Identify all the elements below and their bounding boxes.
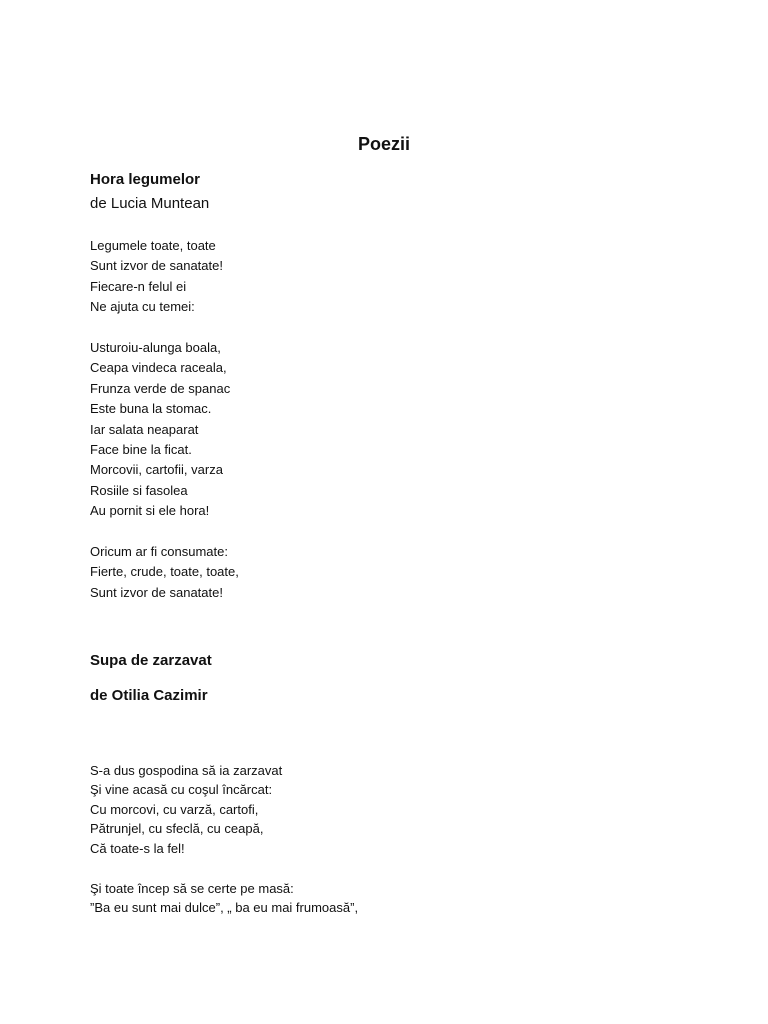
poem-line: Fiecare-n felul ei <box>90 278 187 294</box>
poem-line: Că toate-s la fel! <box>90 840 185 856</box>
poem-line: Sunt izvor de sanatate! <box>90 584 223 600</box>
poem-line: Face bine la ficat. <box>90 442 192 458</box>
poem-line: Cu morcovi, cu varză, cartofi, <box>90 801 259 817</box>
poem-line: Fierte, crude, toate, toate, <box>90 564 239 580</box>
poem-line: Este buna la stomac. <box>90 401 212 417</box>
poem-line: Frunza verde de spanac <box>90 380 231 396</box>
poem1-author: de Lucia Muntean <box>90 195 210 212</box>
poem2-title: Supa de zarzavat <box>90 652 212 669</box>
poem-line: Pătrunjel, cu sfeclă, cu ceapă, <box>90 821 264 837</box>
poem-line: ”Ba eu sunt mai dulce”, „ ba eu mai frumoasă”, <box>90 900 359 916</box>
poem-line: Şi toate încep să se certe pe masă: <box>90 881 294 896</box>
poem-line: Oricum ar fi consumate: <box>90 544 228 559</box>
poem-line: S-a dus gospodina să ia zarzavat <box>90 763 283 778</box>
poem-line: Sunt izvor de sanatate! <box>90 258 223 274</box>
poem-line: Iar salata neaparat <box>90 421 199 437</box>
document-title: Poezii <box>357 134 410 154</box>
poem2-stanza-2 <box>90 879 358 918</box>
poem-line: Usturoiu-alunga boala, <box>90 340 221 355</box>
poem-line: Ceapa vindeca raceala, <box>90 360 227 376</box>
poem1-stanza-1 <box>90 236 223 318</box>
poem-line: Au pornit si ele hora! <box>90 503 210 519</box>
poem1-title: Hora legumelor <box>90 171 201 188</box>
poem1-stanza-3 <box>90 542 239 603</box>
poem-line: Legumele toate, toate <box>90 238 216 253</box>
poem-line: Morcovii, cartofii, varza <box>90 462 223 478</box>
poem-line: Rosiile si fasolea <box>90 482 188 498</box>
poem-line: Ne ajuta cu temei: <box>90 299 195 315</box>
poem1-stanza-2 <box>90 338 230 522</box>
poem2-author: de Otilia Cazimir <box>90 687 208 704</box>
poem2-stanza-1 <box>90 761 282 858</box>
poem-line: Şi vine acasă cu coşul încărcat: <box>90 782 273 798</box>
